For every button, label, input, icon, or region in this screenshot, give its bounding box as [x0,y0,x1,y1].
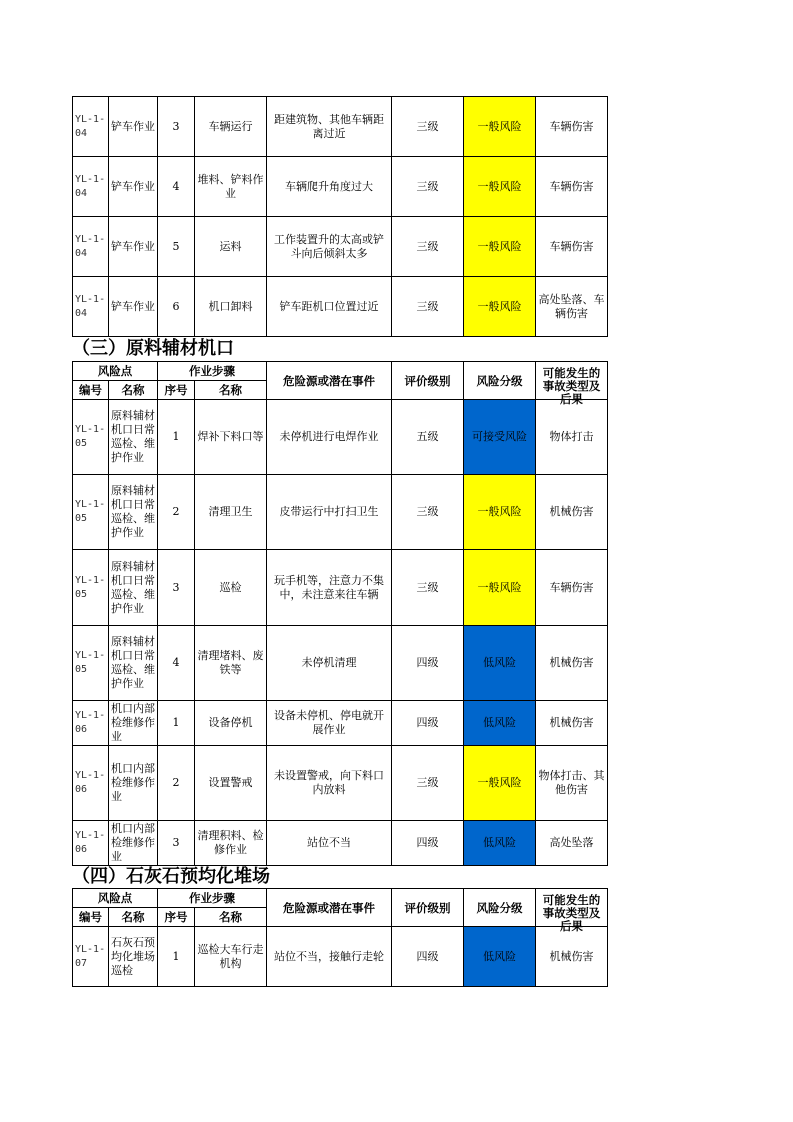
risk-table-continued [72,96,608,337]
section-title: （四）石灰石预均化堆场 [72,866,270,887]
step-name-cell: 机口卸料 [195,277,267,337]
risk-point-name-cell: 原料辅材机口日常巡检、维护作业 [109,475,158,550]
header-accident: 可能发生的事故类型及后果 [536,362,608,400]
accident-type-cell: 车辆伤害 [536,157,608,217]
header-code: 编号 [73,381,109,400]
eval-level-cell: 三级 [392,97,464,157]
eval-level-cell: 三级 [392,746,464,821]
header-step-name: 名称 [195,381,267,400]
step-seq-cell: 4 [158,626,195,701]
step-seq-cell: 1 [158,400,195,475]
eval-level-cell: 五级 [392,400,464,475]
hazard-cell: 工作装置升的太高或铲斗向后倾斜太多 [267,217,392,277]
risk-point-name-cell: 铲车作业 [109,217,158,277]
risk-point-code-cell: YL-1-06 [73,701,109,746]
risk-class-cell: 一般风险 [464,277,536,337]
table-row [73,550,608,626]
risk-table-section4 [72,888,608,987]
table-row [73,157,608,217]
accident-type-cell: 物体打击 [536,400,608,475]
step-name-cell: 焊补下料口等 [195,400,267,475]
risk-class-cell: 低风险 [464,927,536,987]
eval-level-cell: 三级 [392,550,464,626]
eval-level-cell: 四级 [392,701,464,746]
table-row [73,701,608,746]
risk-class-cell: 一般风险 [464,746,536,821]
hazard-cell: 玩手机等，注意力不集中，未注意来往车辆 [267,550,392,626]
hazard-cell: 皮带运行中打扫卫生 [267,475,392,550]
risk-point-code-cell: YL-1-05 [73,550,109,626]
eval-level-cell: 三级 [392,475,464,550]
step-name-cell: 清理卫生 [195,475,267,550]
step-name-cell: 设置警戒 [195,746,267,821]
accident-type-cell: 高处坠落、车辆伤害 [536,277,608,337]
accident-type-cell: 机械伤害 [536,701,608,746]
hazard-cell: 距建筑物、其他车辆距离过近 [267,97,392,157]
step-name-cell: 堆料、铲料作业 [195,157,267,217]
risk-point-code-cell: YL-1-06 [73,746,109,821]
eval-level-cell: 四级 [392,927,464,987]
table-row [73,626,608,701]
eval-level-cell: 三级 [392,277,464,337]
header-risk-class: 风险分级 [464,362,536,400]
header-hazard: 危险源或潜在事件 [267,889,392,927]
risk-point-name-cell: 原料辅材机口日常巡检、维护作业 [109,400,158,475]
risk-point-code-cell: YL-1-04 [73,277,109,337]
hazard-cell: 设备未停机、停电就开展作业 [267,701,392,746]
hazard-cell: 车辆爬升角度过大 [267,157,392,217]
risk-point-name-cell: 铲车作业 [109,277,158,337]
risk-point-code-cell: YL-1-04 [73,157,109,217]
header-name: 名称 [109,908,158,927]
risk-class-cell: 低风险 [464,626,536,701]
risk-class-cell: 一般风险 [464,97,536,157]
eval-level-cell: 四级 [392,626,464,701]
table-row [73,746,608,821]
risk-point-code-cell: YL-1-04 [73,217,109,277]
accident-type-cell: 物体打击、其他伤害 [536,746,608,821]
step-seq-cell: 2 [158,475,195,550]
risk-point-code-cell: YL-1-05 [73,475,109,550]
risk-point-name-cell: 机口内部检维修作业 [109,821,158,866]
table-row [73,277,608,337]
accident-type-cell: 机械伤害 [536,475,608,550]
step-name-cell: 车辆运行 [195,97,267,157]
risk-class-cell: 一般风险 [464,157,536,217]
step-seq-cell: 3 [158,821,195,866]
step-name-cell: 巡检大车行走机构 [195,927,267,987]
hazard-cell: 站位不当，接触行走轮 [267,927,392,987]
risk-point-name-cell: 机口内部检维修作业 [109,701,158,746]
risk-class-cell: 低风险 [464,821,536,866]
step-seq-cell: 1 [158,701,195,746]
header-eval-level: 评价级别 [392,889,464,927]
accident-type-cell: 车辆伤害 [536,550,608,626]
hazard-cell: 未停机清理 [267,626,392,701]
table-row [73,927,608,987]
hazard-cell: 站位不当 [267,821,392,866]
step-seq-cell: 5 [158,217,195,277]
header-seq: 序号 [158,381,195,400]
risk-point-name-cell: 原料辅材机口日常巡检、维护作业 [109,550,158,626]
step-name-cell: 巡检 [195,550,267,626]
header-name: 名称 [109,381,158,400]
risk-point-code-cell: YL-1-05 [73,400,109,475]
header-risk-point: 风险点 [73,362,158,381]
header-hazard: 危险源或潜在事件 [267,362,392,400]
accident-type-cell: 机械伤害 [536,626,608,701]
risk-table-section3 [72,361,608,866]
header-accident: 可能发生的事故类型及后果 [536,889,608,927]
risk-point-code-cell: YL-1-04 [73,97,109,157]
accident-type-cell: 高处坠落 [536,821,608,866]
risk-point-code-cell: YL-1-06 [73,821,109,866]
step-seq-cell: 2 [158,746,195,821]
header-work-step: 作业步骤 [158,362,267,381]
table-row [73,217,608,277]
eval-level-cell: 四级 [392,821,464,866]
risk-point-name-cell: 原料辅材机口日常巡检、维护作业 [109,626,158,701]
table-row [73,400,608,475]
risk-point-code-cell: YL-1-05 [73,626,109,701]
risk-point-name-cell: 石灰石预均化堆场巡检 [109,927,158,987]
step-name-cell: 清理堵料、废铁等 [195,626,267,701]
step-seq-cell: 4 [158,157,195,217]
header-work-step: 作业步骤 [158,889,267,908]
header-risk-point: 风险点 [73,889,158,908]
table-row [73,475,608,550]
risk-class-cell: 可接受风险 [464,400,536,475]
eval-level-cell: 三级 [392,157,464,217]
step-seq-cell: 6 [158,277,195,337]
risk-class-cell: 低风险 [464,701,536,746]
eval-level-cell: 三级 [392,217,464,277]
step-name-cell: 设备停机 [195,701,267,746]
risk-class-cell: 一般风险 [464,550,536,626]
risk-point-name-cell: 铲车作业 [109,157,158,217]
header-step-name: 名称 [195,908,267,927]
header-seq: 序号 [158,908,195,927]
risk-class-cell: 一般风险 [464,475,536,550]
header-eval-level: 评价级别 [392,362,464,400]
step-seq-cell: 1 [158,927,195,987]
risk-point-code-cell: YL-1-07 [73,927,109,987]
accident-type-cell: 车辆伤害 [536,97,608,157]
header-code: 编号 [73,908,109,927]
step-seq-cell: 3 [158,550,195,626]
table-row [73,97,608,157]
header-risk-class: 风险分级 [464,889,536,927]
risk-point-name-cell: 铲车作业 [109,97,158,157]
accident-type-cell: 车辆伤害 [536,217,608,277]
hazard-cell: 未停机进行电焊作业 [267,400,392,475]
table-row [73,821,608,866]
step-name-cell: 运料 [195,217,267,277]
hazard-cell: 铲车距机口位置过近 [267,277,392,337]
hazard-cell: 未设置警戒，向下料口内放料 [267,746,392,821]
risk-point-name-cell: 机口内部检维修作业 [109,746,158,821]
step-seq-cell: 3 [158,97,195,157]
risk-class-cell: 一般风险 [464,217,536,277]
step-name-cell: 清理积料、检修作业 [195,821,267,866]
section-title: （三）原料辅材机口 [72,338,234,359]
accident-type-cell: 机械伤害 [536,927,608,987]
